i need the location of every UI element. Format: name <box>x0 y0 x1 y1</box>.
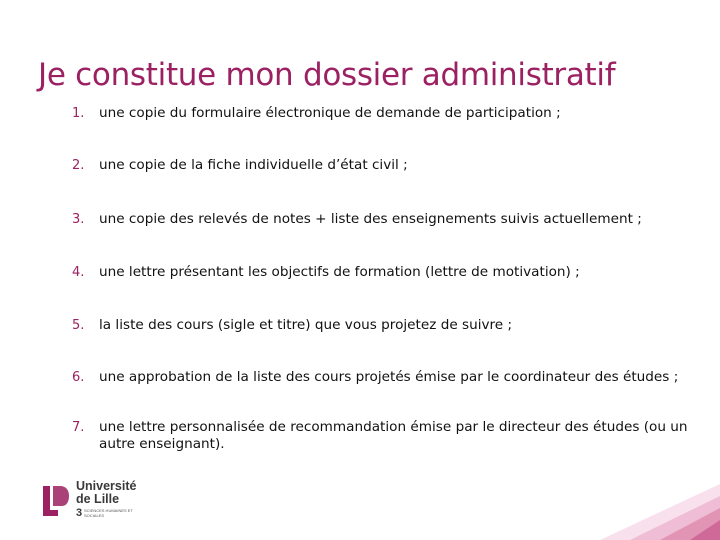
logo-number: 3 <box>76 507 83 519</box>
list-item <box>72 419 692 453</box>
list-item <box>72 317 692 334</box>
list-item <box>72 105 692 122</box>
list-number: 6. <box>72 370 85 385</box>
logo-line-1: Université <box>76 479 137 493</box>
logo-name <box>76 480 136 506</box>
list-text: la liste des cours (sigle et titre) que vous projetez de suivre ; <box>99 317 513 333</box>
list-number: 2. <box>72 158 85 173</box>
list-text: une lettre présentant les objectifs de formation (lettre de motivation) ; <box>99 264 580 280</box>
logo-subtitle: SCIENCES HUMAINES ET SOCIALES <box>84 508 133 518</box>
university-logo <box>40 480 150 524</box>
list-item <box>72 264 692 281</box>
list-number: 3. <box>72 212 85 227</box>
list-number: 7. <box>72 420 85 435</box>
list-item <box>72 157 692 174</box>
list-item <box>72 369 692 386</box>
list-text: une approbation de la liste des cours projetés émise par le coordinateur des études ; <box>99 369 679 385</box>
logo-line-2: de Lille <box>76 492 120 506</box>
list-text: une copie du formulaire électronique de demande de participation ; <box>99 105 561 121</box>
list-text: une lettre personnalisée de recommandation émise par le directeur des études (ou un autre enseignant). <box>99 419 688 452</box>
list-text: une copie des relevés de notes + liste des enseignements suivis actuellement ; <box>99 211 642 227</box>
list-number: 4. <box>72 265 85 280</box>
corner-decoration-icon <box>560 470 720 540</box>
slide-title: Je constitue mon dossier administratif <box>38 56 616 93</box>
list-number: 1. <box>72 106 85 121</box>
list-number: 5. <box>72 318 85 333</box>
list-text: une copie de la fiche individuelle d’état civil ; <box>99 157 408 173</box>
logo-mark-icon <box>40 482 72 520</box>
list-item <box>72 211 692 228</box>
